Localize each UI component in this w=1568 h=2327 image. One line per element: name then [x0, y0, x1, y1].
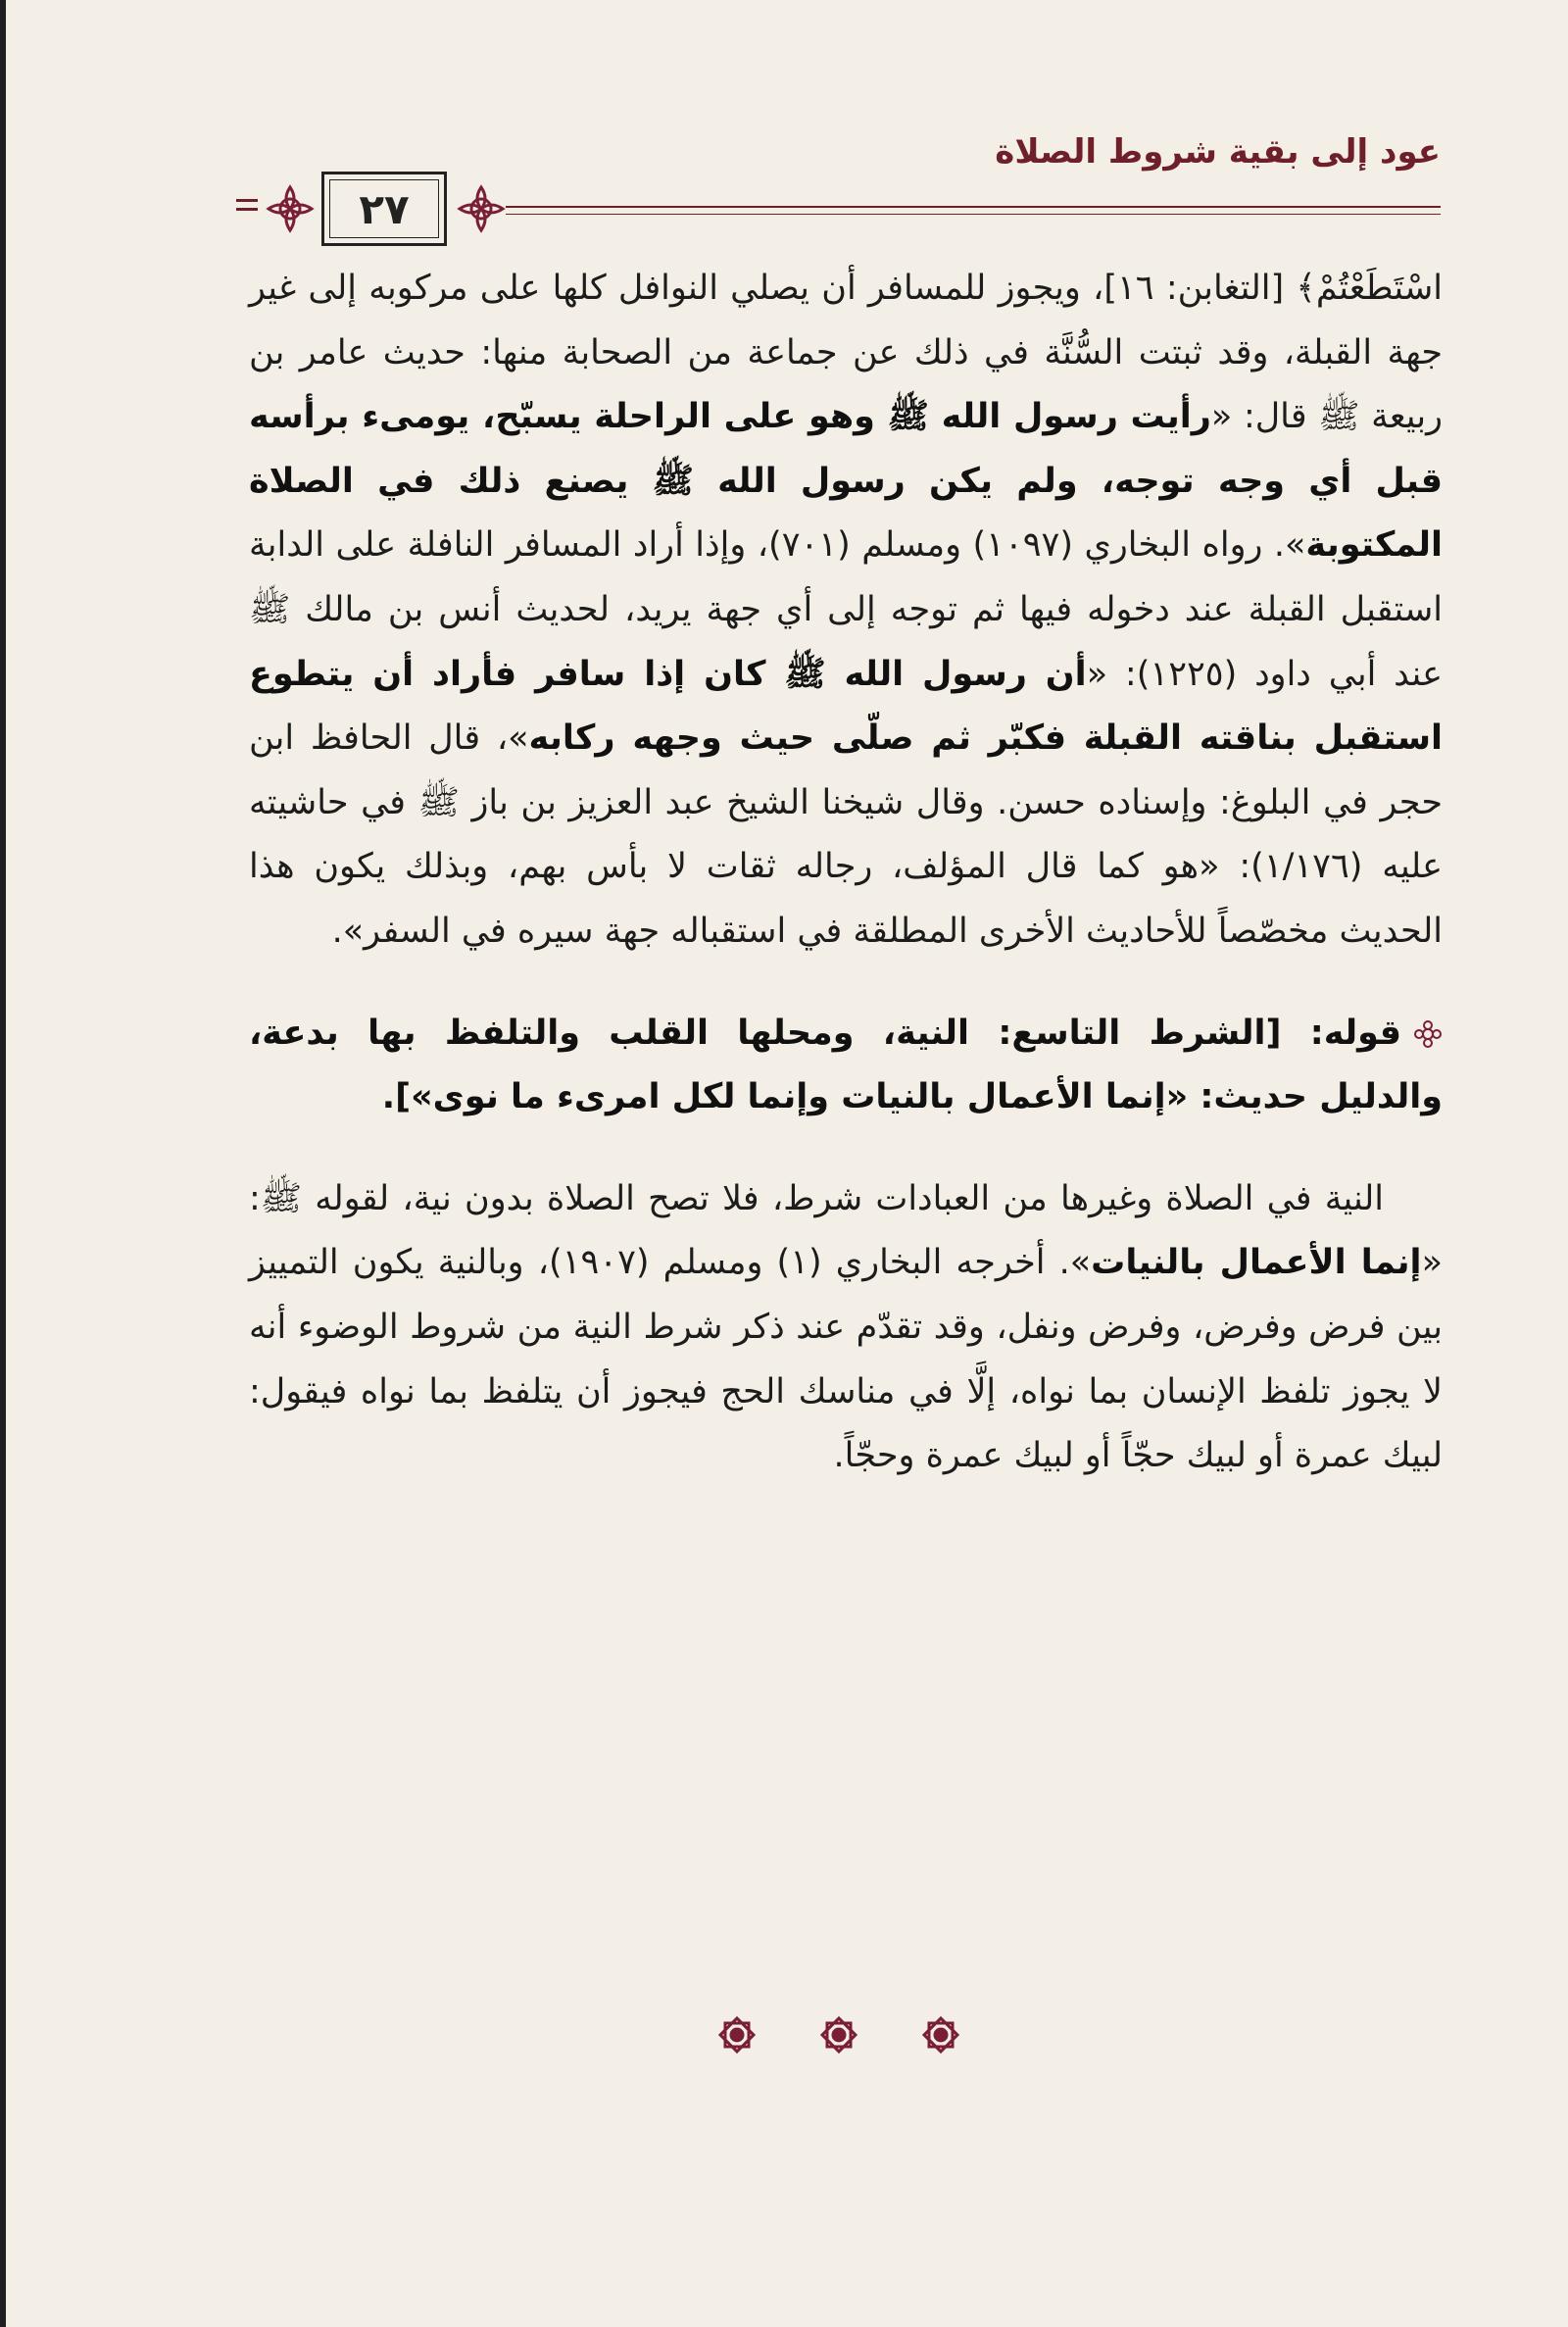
- header-rule-thin: [506, 214, 1441, 215]
- paragraph-ninth-condition: قوله: [الشرط التاسع: النية، ومحلها القلب والتلفظ بها بدعة، والدليل حديث: «إنما الأعمال بالنيات وإنما لكل امرىء ما نوى»].: [249, 1013, 1443, 1117]
- floral-ornament-icon: [261, 179, 319, 238]
- book-page: [6, 0, 1568, 2327]
- star-ornament-icon: [711, 2009, 762, 2060]
- header-double-line-mark: [236, 199, 258, 217]
- section-end-ornaments: [711, 2009, 966, 2068]
- hadith-quote: رأيت رسول الله ﷺ وهو على الراحلة يسبّح، يومىء برأسه قبل أي وجه توجه، ولم يكن رسول الله ﷺ يصنع ذلك في الصلاة المكتوبة: [249, 397, 1443, 566]
- paragraph-prayer-direction: اسْتَطَعْتُمْ﴾ [التغابن: ١٦]، ويجوز للمسافر أن يصلي النوافل كلها على مركوبه إلى غير جهة القبلة، وقد ثبتت السُّنَّة في ذلك عن جماعة من الصحابة منها: حديث عامر بن ربيعة ﷺ قال: «رأيت رسول الله ﷺ وهو على الراحلة يسبّح، يومىء برأسه قبل أي وجه توجه، ولم يكن رسول الله ﷺ يصنع ذلك في الصلاة المكتوبة». رواه البخاري (١٠٩٧) ومسلم (٧٠١)، وإذا أراد المسافر النافلة على الدابة استقبل القبلة عند دخوله فيها ثم توجه إلى أي جهة يريد، لحديث أنس بن مالك ﷺ عند أبي داود (١٢٢٥): «أن رسول الله ﷺ كان إذا سافر فأراد أن يتطوع استقبل بناقته القبلة فكبّر ثم صلّى حيث وجهه ركابه»، قال الحافظ ابن حجر في البلوغ: وإسناده حسن. وقال شيخنا الشيخ عبد العزيز بن باز ﷺ في حاشيته عليه (١/١٧٦): «هو كما قال المؤلف، رجاله ثقات لا بأس بهم، وبذلك يكون هذا الحديث مخصّصاً للأحاديث الأخرى المطلقة في استقباله جهة سيره في السفر».: [249, 269, 1444, 951]
- hadith-quote: أن رسول الله ﷺ كان إذا سافر فأراد أن يتطوع استقبل بناقته القبلة فكبّر ثم صلّى حيث وجهه ركابه: [249, 654, 1444, 759]
- header-rule: [506, 206, 1441, 208]
- star-ornament-icon: [813, 2009, 864, 2060]
- flower-bullet-icon: [1413, 1019, 1443, 1049]
- running-header-title: عود إلى بقية شروط الصلاة: [995, 132, 1441, 172]
- page-number-box: [321, 172, 447, 246]
- floral-ornament-icon: [452, 179, 511, 238]
- main-text-block: [249, 257, 1443, 1489]
- paragraph-intention: النية في الصلاة وغيرها من العبادات شرط، فلا تصح الصلاة بدون نية، لقوله ﷺ: «إنما الأعمال بالنيات». أخرجه البخاري (١) ومسلم (١٩٠٧)، وبالنية يكون التمييز بين فرض وفرض، وفرض ونفل، وقد تقدّم عند ذكر شرط النية من شروط الوضوء أنه لا يجوز تلفظ الإنسان بما نواه، إلَّا في مناسك الحج فيجوز أن يتلفظ بما نواه فيقول: لبيك عمرة أو لبيك حجّاً أو لبيك عمرة وحجّاً.: [249, 1178, 1443, 1476]
- star-ornament-icon: [915, 2009, 966, 2060]
- hadith-quote: إنما الأعمال بالنيات: [1091, 1243, 1422, 1283]
- page-number: ٢٧: [359, 184, 410, 233]
